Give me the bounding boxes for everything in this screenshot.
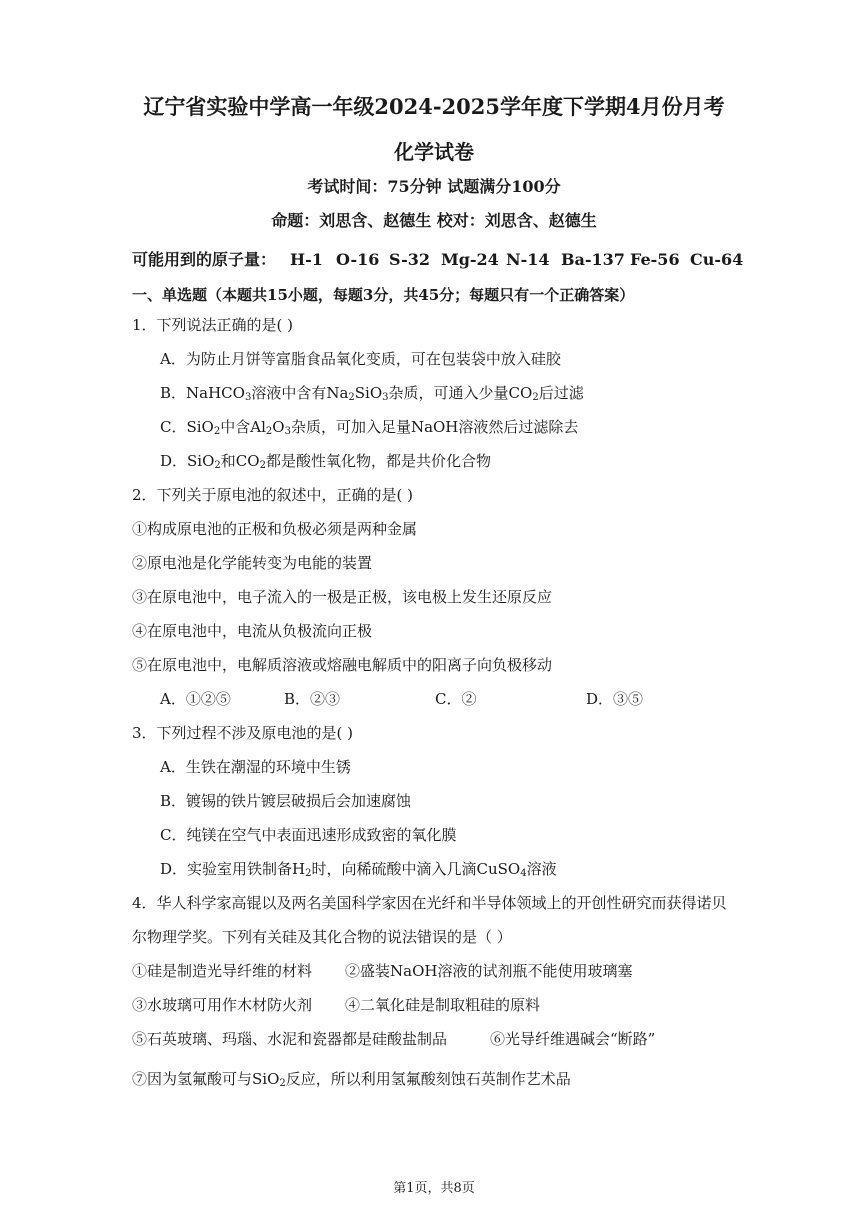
atomic-mass-cu: Cu-64 [690, 250, 744, 269]
question-1-stem: 1．下列说法正确的是( ) [132, 316, 294, 334]
atomic-mass-mg: Mg-24 [441, 250, 499, 269]
atomic-mass-label: 可能用到的原子量： [132, 250, 277, 269]
question-4-statement-5: ⑤石英玻璃、玛瑙、水泥和瓷器都是硅酸盐制品 [132, 1030, 448, 1048]
question-2-answer-b: B．②③ [284, 690, 341, 708]
question-3-option-d: D．实验室用铁制备$H_2$时，向稀硫酸中滴入几滴CuSO$_4$溶液 [160, 860, 557, 879]
question-2-stem: 2．下列关于原电池的叙述中，正确的是( ) [132, 486, 414, 504]
atomic-mass-fe: Fe-56 [630, 250, 680, 269]
question-1-option-c: C．SiO$_2$中含$Al_2O_3$杂质，可加入足量NaOH溶液然后过滤除去 [160, 418, 579, 437]
question-3-stem: 3．下列过程不涉及原电池的是( ) [132, 724, 354, 742]
exam-authors: 命题：刘思含、赵德生 校对：刘思含、赵德生 [271, 211, 597, 230]
atomic-mass-o: O-16 [336, 250, 380, 269]
question-2-statement-3: ③在原电池中，电子流入的一极是正极，该电极上发生还原反应 [132, 588, 553, 606]
question-3-option-c: C．纯镁在空气中表面迅速形成致密的氧化膜 [160, 826, 457, 844]
question-2-statement-1: ①构成原电池的正极和负极必须是两种金属 [132, 520, 418, 538]
question-1-option-b: B．NaHCO$_3$溶液中含有$Na_2SiO_3$杂质，可通入少量$CO_2$后过滤 [160, 384, 584, 403]
question-2-answer-a: A．①②⑤ [160, 690, 231, 708]
question-2-answer-c: C．② [435, 690, 477, 708]
exam-title: 辽宁省实验中学高一年级2024-2025学年度下学期4月份月考 [143, 94, 725, 119]
atomic-mass-line [132, 249, 276, 271]
question-4-statement-4: ④二氧化硅是制取粗硅的原料 [345, 996, 541, 1014]
question-4-statement-1: ①硅是制造光导纤维的材料 [132, 962, 313, 980]
question-3-option-b: B．镀锡的铁片镀层破损后会加速腐蚀 [160, 792, 412, 810]
question-4-statement-6: ⑥光导纤维遇碱会“断路” [490, 1030, 656, 1048]
exam-subtitle: 化学试卷 [394, 140, 474, 164]
atomic-mass-ba: Ba-137 [561, 250, 625, 269]
atomic-mass-n: N-14 [506, 250, 550, 269]
question-2-statement-2: ②原电池是化学能转变为电能的装置 [132, 554, 373, 572]
question-2-statement-5: ⑤在原电池中，电解质溶液或熔融电解质中的阳离子向负极移动 [132, 656, 553, 674]
atomic-mass-h: H-1 [290, 250, 323, 269]
page-number: 第1页，共8页 [393, 1181, 475, 1196]
section-heading: 一、单选题（本题共15小题，每题3分，共45分；每题只有一个正确答案） [132, 286, 635, 304]
question-3-option-a: A．生铁在潮湿的环境中生锈 [160, 758, 351, 776]
question-2-statement-4: ④在原电池中，电流从负极流向正极 [132, 622, 373, 640]
question-4-stem-line-2: 尔物理学奖。下列有关硅及其化合物的说法错误的是（ ） [132, 928, 512, 946]
question-1-option-a: A．为防止月饼等富脂食品氧化变质，可在包装袋中放入硅胶 [160, 350, 561, 368]
question-4-stem-line-1: 4．华人科学家高锟以及两名美国科学家因在光纤和半导体领域上的开创性研究而获得诺贝 [132, 894, 727, 912]
question-4-statement-3: ③水玻璃可用作木材防火剂 [132, 996, 313, 1014]
question-2-answer-d: D．③⑤ [586, 690, 644, 708]
exam-info: 考试时间：75分钟 试题满分100分 [307, 177, 561, 196]
atomic-mass-s: S-32 [389, 250, 431, 269]
question-4-statement-2: ②盛装NaOH溶液的试剂瓶不能使用玻璃塞 [345, 962, 633, 980]
question-4-statement-7: ⑦因为氢氟酸可与SiO$_2$反应，所以利用氢氟酸刻蚀石英制作艺术品 [132, 1070, 571, 1089]
question-1-option-d: D．SiO$_2$和$CO_2$都是酸性氧化物，都是共价化合物 [160, 452, 491, 471]
